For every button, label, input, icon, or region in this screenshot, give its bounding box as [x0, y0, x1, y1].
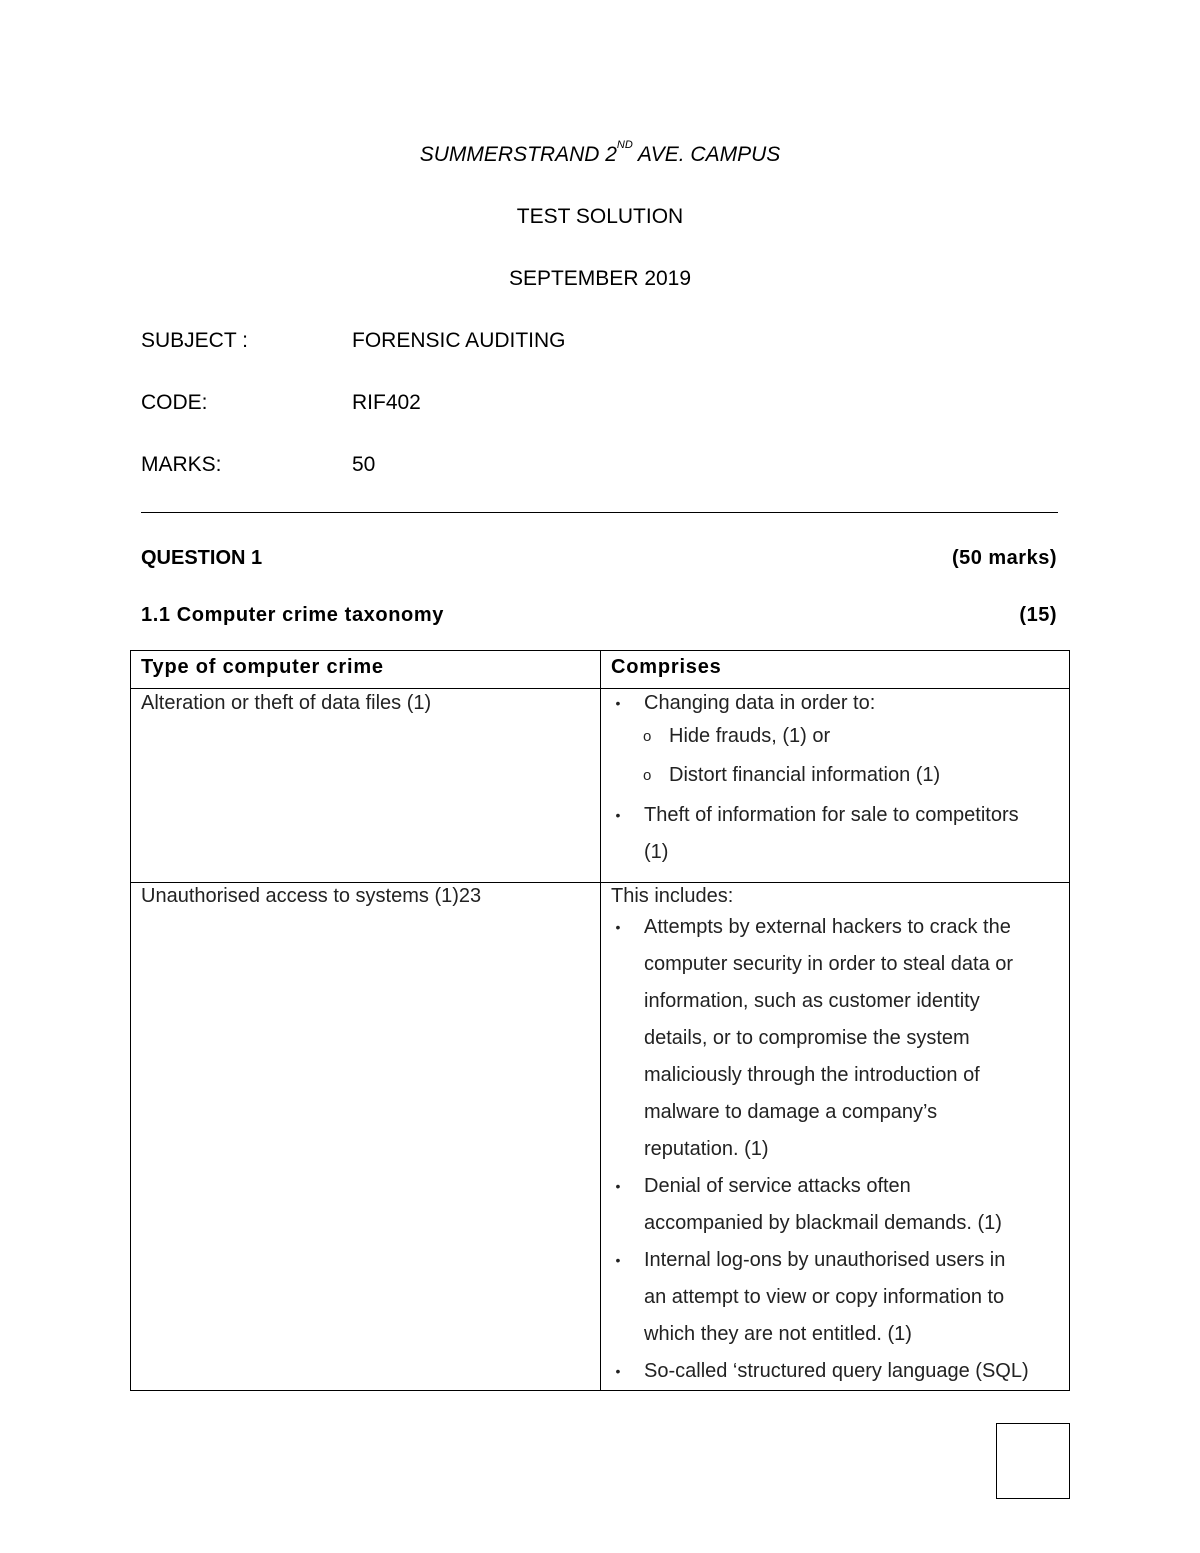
question-title: QUESTION 1 — [141, 547, 263, 569]
question-marks: (50 marks) — [951, 547, 1057, 569]
bullet-icon: • — [615, 807, 621, 823]
code-label: CODE: — [141, 391, 208, 414]
list-item: • Denial of service attacks often accompanied by blackmail demands. (1) — [611, 1168, 1061, 1242]
subject-value: FORENSIC AUDITING — [352, 329, 566, 352]
crime-type-text: Unauthorised access to systems (1)23 — [141, 885, 482, 907]
list-item: • Changing data in order to: — [611, 689, 1061, 717]
header-comprises-label: Comprises — [611, 656, 722, 678]
document-date: SEPTEMBER 2019 — [508, 267, 692, 290]
table-header-row — [131, 651, 1070, 689]
horizontal-divider — [141, 512, 1058, 513]
table-row — [131, 689, 1070, 883]
marks-value: 50 — [352, 453, 376, 476]
header-cell — [601, 651, 1070, 689]
sub-list-item: o Hide frauds, (1) or — [611, 717, 1061, 756]
campus-title-superscript: ND — [616, 139, 633, 151]
section-marks: (15) — [1019, 604, 1057, 626]
header-cell — [131, 651, 601, 689]
bullet-icon: • — [615, 1363, 621, 1379]
campus-title-rest: AVE. CAMPUS — [632, 143, 781, 166]
list-item: • So-called ‘structured query language (SQL) — [611, 1353, 1061, 1390]
subject-label: SUBJECT : — [141, 329, 248, 352]
list-item: • Theft of information for sale to competitors (1) — [611, 797, 1061, 871]
sub-list-item: o Distort financial information (1) — [611, 756, 1061, 795]
intro-text: This includes: — [611, 885, 734, 907]
comprises-list — [601, 883, 1069, 1390]
bullet-icon: • — [615, 1178, 621, 1194]
table-cell — [601, 883, 1070, 1391]
table-cell — [131, 689, 601, 883]
campus-title — [0, 139, 1200, 167]
header-type-label: Type of computer crime — [141, 656, 384, 678]
sub-bullet-icon: o — [643, 728, 652, 745]
table-cell — [131, 883, 601, 1391]
crime-type-text: Alteration or theft of data files (1) — [141, 692, 432, 714]
campus-title-main: SUMMERSTRAND 2 — [419, 143, 617, 166]
document-subtitle: TEST SOLUTION — [516, 205, 684, 228]
sub-bullet-icon: o — [643, 767, 652, 784]
crime-taxonomy-table — [130, 650, 1070, 1391]
section-title: 1.1 Computer crime taxonomy — [141, 604, 444, 626]
table-cell — [601, 689, 1070, 883]
bullet-icon: • — [615, 919, 621, 935]
bullet-icon: • — [615, 695, 621, 711]
list-item: • Internal log-ons by unauthorised users in an attempt to view or copy information to which they are not entitled. (1) — [611, 1242, 1061, 1353]
bullet-icon: • — [615, 1252, 621, 1268]
marks-label: MARKS: — [141, 453, 222, 476]
code-value: RIF402 — [352, 391, 421, 414]
list-item: • Attempts by external hackers to crack the computer security in order to steal data or information, such as customer identity details, or to compromise the system maliciously through the introduction of malware to damage a company’s reputation. (1) — [611, 909, 1061, 1168]
table-row — [131, 883, 1070, 1391]
comprises-list — [601, 689, 1069, 871]
page-number-box — [996, 1423, 1070, 1499]
